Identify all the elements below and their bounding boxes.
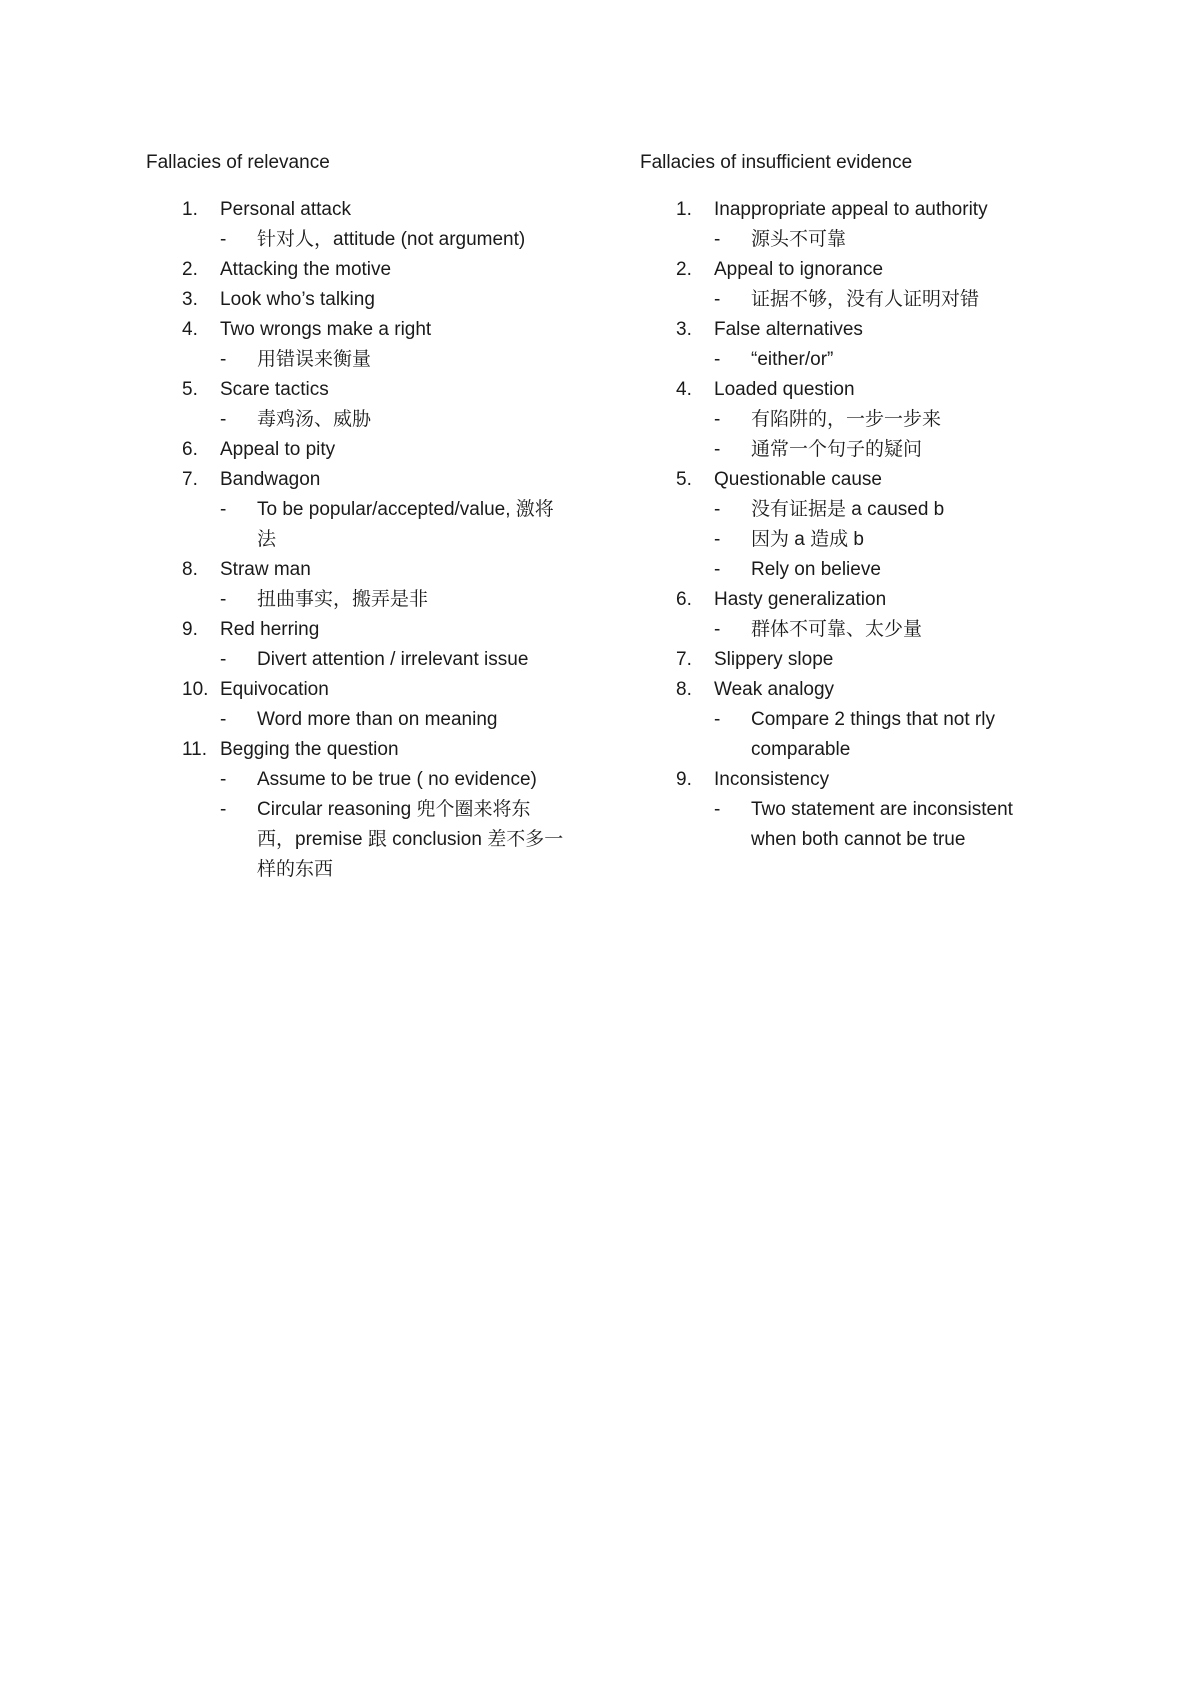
dash-bullet: - (714, 499, 721, 520)
item-number: 6. (182, 439, 198, 460)
item-number: 3. (676, 319, 692, 340)
fallacy-item-line (146, 675, 586, 705)
note-text: 扭曲事实，搬弄是非 (257, 589, 429, 610)
note-list (640, 285, 1060, 315)
note-item (640, 495, 1060, 525)
note-item (146, 405, 586, 435)
dash-bullet: - (714, 349, 721, 370)
item-number: 1. (182, 199, 198, 220)
note-item (640, 555, 1060, 585)
note-text: Two statement are inconsistent when both cannot be true (751, 799, 1013, 850)
fallacy-item (146, 555, 586, 615)
note-item (146, 765, 586, 795)
item-number: 4. (182, 319, 198, 340)
fallacy-item-line (640, 765, 1060, 795)
fallacy-item-line (640, 585, 1060, 615)
note-item (640, 405, 1060, 435)
note-text: 有陷阱的，一步一步来 (751, 409, 942, 430)
dash-bullet: - (714, 709, 721, 730)
item-number: 1. (676, 199, 692, 220)
dash-bullet: - (220, 709, 227, 730)
fallacy-item-line (640, 195, 1060, 225)
fallacy-name: Personal attack (220, 199, 351, 220)
fallacy-item-line (640, 315, 1060, 345)
item-number: 4. (676, 379, 692, 400)
note-item (146, 645, 586, 675)
dash-bullet: - (220, 409, 227, 430)
fallacy-item-line (640, 255, 1060, 285)
dash-bullet: - (220, 589, 227, 610)
fallacy-name: Scare tactics (220, 379, 329, 400)
note-item (640, 525, 1060, 555)
note-text: 证据不够，没有人证明对错 (751, 289, 980, 310)
fallacy-item (640, 315, 1060, 375)
note-text: 没有证据是 a caused b (751, 499, 945, 520)
note-text: 通常一个句子的疑问 (751, 439, 923, 460)
fallacy-item (146, 465, 586, 555)
fallacy-list (640, 195, 1060, 855)
item-number: 8. (182, 559, 198, 580)
fallacy-item-line (146, 615, 586, 645)
note-item (640, 285, 1060, 315)
fallacy-name: Begging the question (220, 739, 399, 760)
fallacy-list (146, 195, 586, 885)
fallacy-name: Red herring (220, 619, 320, 640)
fallacy-name: Attacking the motive (220, 259, 392, 280)
fallacy-item (146, 285, 586, 315)
column-heading: Fallacies of insufficient evidence (640, 152, 913, 173)
dash-bullet: - (714, 409, 721, 430)
column-heading: Fallacies of relevance (146, 152, 330, 173)
dash-bullet: - (220, 649, 227, 670)
note-item (146, 225, 586, 255)
fallacy-item-line (146, 435, 586, 465)
item-number: 7. (676, 649, 692, 670)
note-list (640, 795, 1060, 855)
note-list (146, 585, 586, 615)
fallacy-item (146, 675, 586, 735)
note-text: 针对人，attitude (not argument) (257, 229, 526, 250)
fallacy-item (146, 375, 586, 435)
fallacy-item (640, 765, 1060, 855)
note-item (640, 225, 1060, 255)
fallacy-item (146, 735, 586, 885)
fallacy-item-line (146, 735, 586, 765)
item-number: 5. (182, 379, 198, 400)
fallacy-item (146, 315, 586, 375)
fallacy-name: Appeal to pity (220, 439, 336, 460)
insufficient-evidence-column (640, 148, 1060, 855)
note-list (146, 765, 586, 885)
fallacy-name: Slippery slope (714, 649, 834, 670)
item-number: 3. (182, 289, 198, 310)
fallacy-item-line (640, 675, 1060, 705)
note-text: Word more than on meaning (257, 709, 498, 730)
item-number: 5. (676, 469, 692, 490)
note-item (146, 585, 586, 615)
note-list (640, 495, 1060, 585)
dash-bullet: - (220, 799, 227, 820)
fallacy-item-line (146, 195, 586, 225)
fallacy-name: Hasty generalization (714, 589, 887, 610)
note-item (640, 795, 1060, 855)
fallacy-item-line (146, 285, 586, 315)
dash-bullet: - (220, 769, 227, 790)
fallacy-name: Two wrongs make a right (220, 319, 432, 340)
fallacy-item (640, 255, 1060, 315)
note-list (146, 225, 586, 255)
dash-bullet: - (220, 349, 227, 370)
item-number: 2. (182, 259, 198, 280)
fallacy-item-line (640, 465, 1060, 495)
fallacy-item-line (146, 315, 586, 345)
note-list (640, 615, 1060, 645)
note-list (146, 495, 586, 555)
fallacy-name: Loaded question (714, 379, 855, 400)
fallacy-name: Questionable cause (714, 469, 882, 490)
fallacy-name: Weak analogy (714, 679, 835, 700)
note-text: Assume to be true ( no evidence) (257, 769, 537, 790)
dash-bullet: - (714, 529, 721, 550)
dash-bullet: - (714, 619, 721, 640)
note-item (146, 795, 586, 885)
note-text: Divert attention / irrelevant issue (257, 649, 529, 670)
item-number: 9. (676, 769, 692, 790)
note-text: Compare 2 things that not rly comparable (751, 709, 995, 760)
note-list (640, 225, 1060, 255)
item-number: 11. (182, 739, 208, 760)
dash-bullet: - (714, 799, 721, 820)
note-text: 毒鸡汤、威胁 (257, 409, 372, 430)
fallacy-name: False alternatives (714, 319, 863, 340)
fallacy-item (640, 195, 1060, 255)
fallacy-item-line (146, 375, 586, 405)
fallacy-item (146, 255, 586, 285)
note-item (640, 435, 1060, 465)
dash-bullet: - (220, 229, 227, 250)
note-item (640, 705, 1060, 765)
note-list (640, 345, 1060, 375)
note-item (146, 705, 586, 735)
fallacy-name: Appeal to ignorance (714, 259, 884, 280)
note-list (146, 405, 586, 435)
relevance-fallacies-column (146, 148, 586, 885)
fallacy-name: Equivocation (220, 679, 329, 700)
fallacy-item-line (640, 645, 1060, 675)
fallacy-item (146, 435, 586, 465)
note-text: 用错误来衡量 (257, 349, 372, 370)
dash-bullet: - (220, 499, 227, 520)
fallacy-item-line (146, 555, 586, 585)
fallacy-name: Inappropriate appeal to authority (714, 199, 988, 220)
note-text: 源头不可靠 (751, 229, 847, 250)
note-item (640, 615, 1060, 645)
fallacy-item (640, 675, 1060, 765)
fallacy-item (640, 375, 1060, 465)
fallacy-name: Straw man (220, 559, 311, 580)
note-text: “either/or” (751, 349, 834, 370)
note-text: Circular reasoning 兜个圈来将东西，premise 跟 conclusion 差不多一样的东西 (257, 799, 564, 880)
fallacy-item-line (146, 465, 586, 495)
item-number: 9. (182, 619, 198, 640)
dash-bullet: - (714, 289, 721, 310)
dash-bullet: - (714, 439, 721, 460)
fallacy-item (146, 615, 586, 675)
dash-bullet: - (714, 559, 721, 580)
fallacy-name: Bandwagon (220, 469, 321, 490)
dash-bullet: - (714, 229, 721, 250)
note-list (146, 645, 586, 675)
fallacy-item (146, 195, 586, 255)
note-list (640, 405, 1060, 465)
item-number: 2. (676, 259, 692, 280)
fallacy-item-line (640, 375, 1060, 405)
note-list (640, 705, 1060, 765)
fallacy-item (640, 645, 1060, 675)
note-item (640, 345, 1060, 375)
fallacy-item (640, 465, 1060, 585)
fallacy-item (640, 585, 1060, 645)
item-number: 7. (182, 469, 198, 490)
note-item (146, 495, 586, 555)
note-list (146, 705, 586, 735)
fallacy-name: Inconsistency (714, 769, 830, 790)
item-number: 6. (676, 589, 692, 610)
note-text: To be popular/accepted/value, 激将法 (257, 499, 554, 550)
note-text: 群体不可靠、太少量 (751, 619, 923, 640)
note-item (146, 345, 586, 375)
note-text: Rely on believe (751, 559, 881, 580)
item-number: 8. (676, 679, 692, 700)
note-list (146, 345, 586, 375)
note-text: 因为 a 造成 b (751, 529, 864, 550)
item-number: 10. (182, 679, 209, 700)
fallacy-name: Look who’s talking (220, 289, 375, 310)
fallacy-item-line (146, 255, 586, 285)
